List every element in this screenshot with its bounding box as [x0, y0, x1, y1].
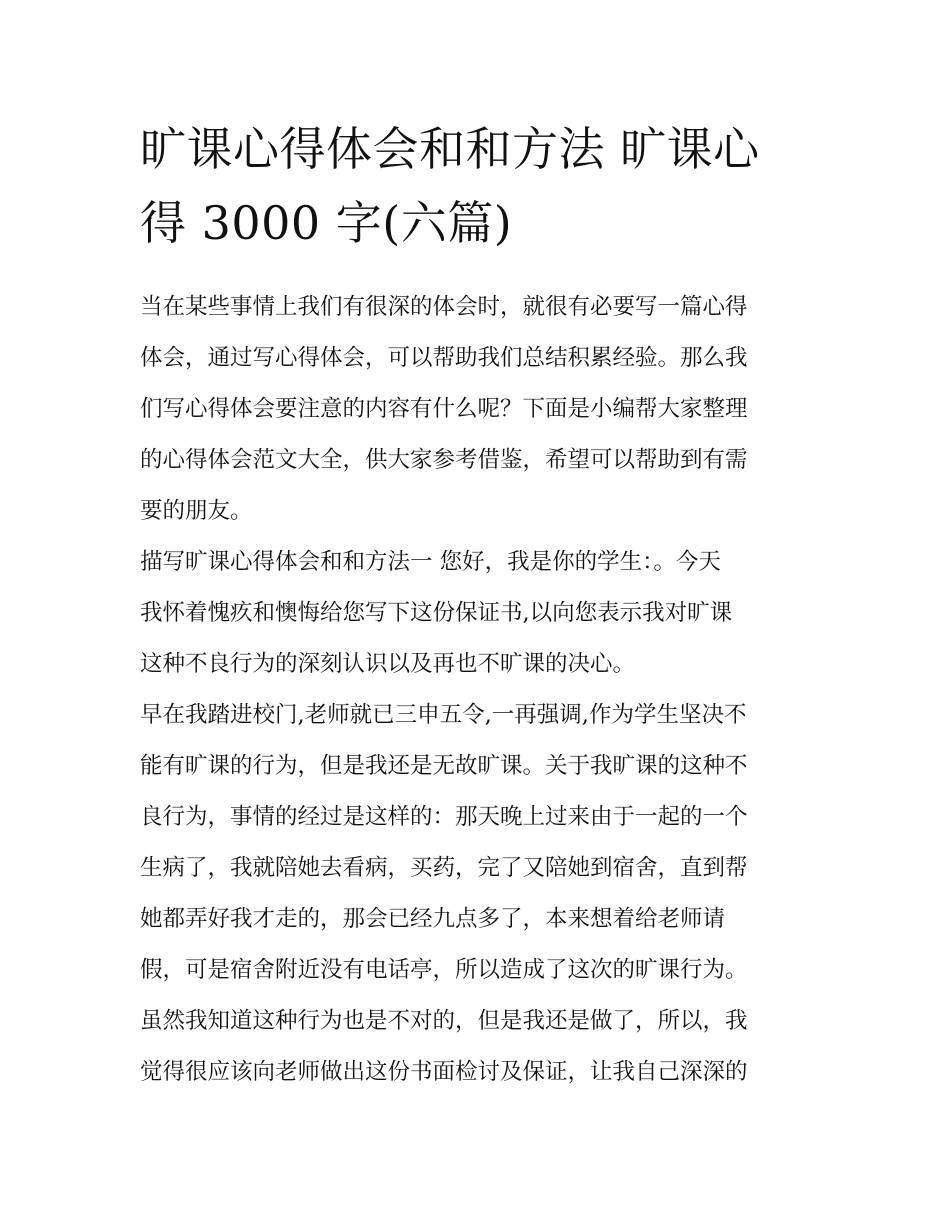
document-page — [140, 112, 815, 1098]
paragraph-explanation — [140, 690, 815, 1098]
text-line: 能有旷课的行为，但是我还是无故旷课。关于我旷课的这种不 — [140, 753, 748, 779]
text-line: 生病了，我就陪她去看病，买药，完了又陪她到宿舍，直到帮 — [140, 855, 748, 881]
document-title — [140, 112, 815, 260]
text-line: 描写旷课心得体会和和方法一 您好，我是你的学生：。今天 — [140, 549, 721, 575]
text-line: 觉得很应该向老师做出这份书面检讨及保证，让我自己深深的 — [140, 1059, 748, 1085]
text-line: 体会，通过写心得体会，可以帮助我们总结积累经验。那么我 — [140, 345, 748, 371]
text-line: 这种不良行为的深刻认识以及再也不旷课的决心。 — [140, 651, 636, 677]
text-line: 的心得体会范文大全，供大家参考借鉴，希望可以帮助到有需 — [140, 447, 748, 473]
text-line: 她都弄好我才走的，那会已经九点多了，本来想着给老师请 — [140, 906, 726, 932]
text-line: 们写心得体会要注意的内容有什么呢？下面是小编帮大家整理 — [140, 396, 748, 422]
paragraph-method-one — [140, 537, 815, 690]
text-line: 早在我踏进校门,老师就已三申五令,一再强调,作为学生坚决不 — [140, 702, 747, 728]
text-line: 假，可是宿舍附近没有电话亭，所以造成了这次的旷课行为。 — [140, 957, 748, 983]
text-line: 当在某些事情上我们有很深的体会时，就很有必要写一篇心得 — [140, 294, 748, 320]
text-line: 虽然我知道这种行为也是不对的，但是我还是做了，所以，我 — [140, 1008, 748, 1034]
text-line: 我怀着愧疚和懊悔给您写下这份保证书,以向您表示我对旷课 — [140, 600, 733, 626]
title-line-1: 旷课心得体会和和方法 旷课心 — [140, 122, 760, 176]
title-line-2: 得 3000 字(六篇) — [140, 196, 513, 250]
text-line: 良行为，事情的经过是这样的：那天晚上过来由于一起的一个 — [140, 804, 748, 830]
paragraph-intro — [140, 282, 815, 537]
document-body — [140, 282, 815, 1098]
text-line: 要的朋友。 — [140, 498, 253, 524]
